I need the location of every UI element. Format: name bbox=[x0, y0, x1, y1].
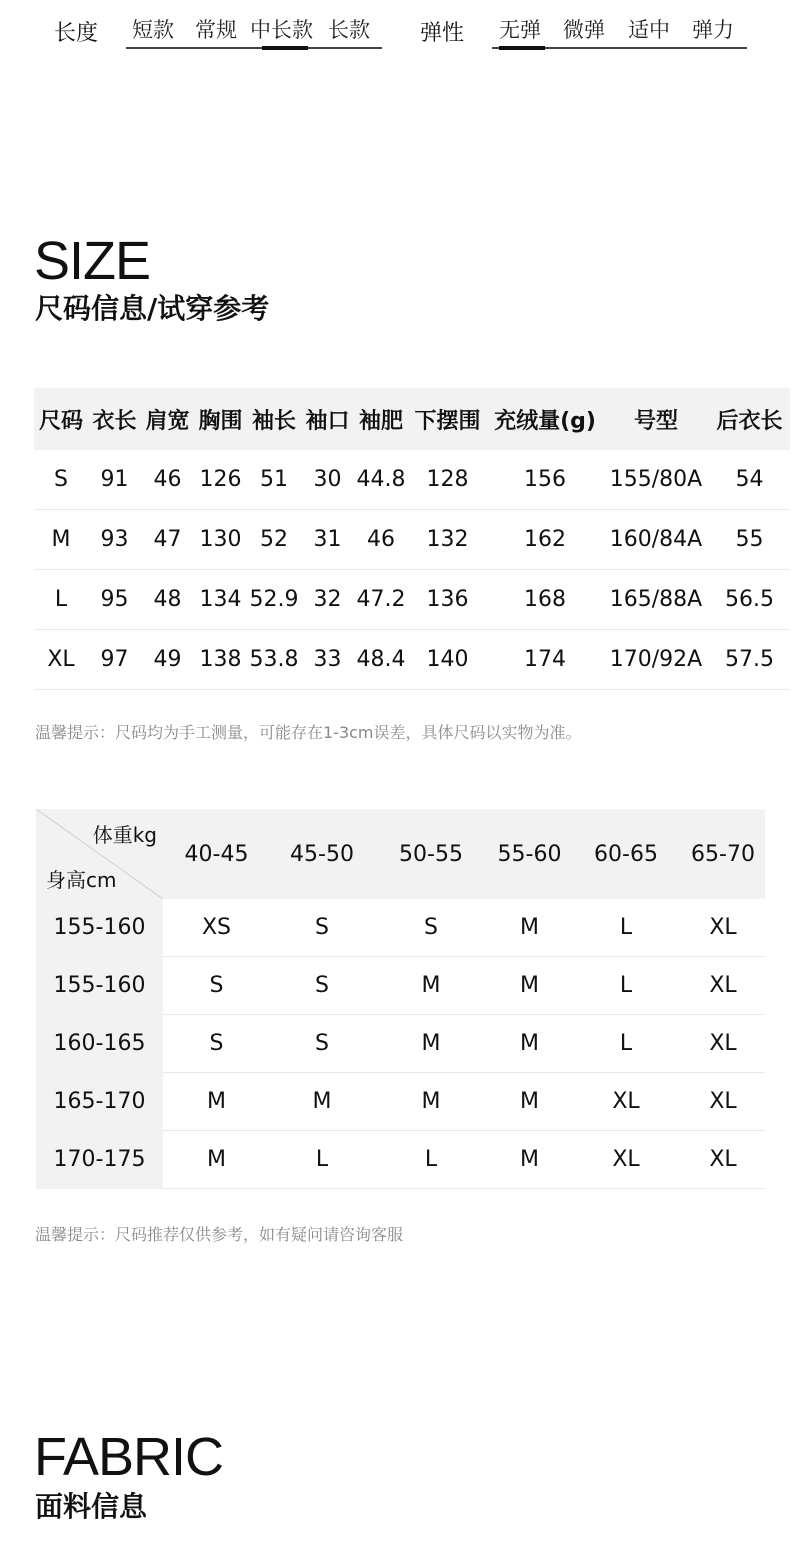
rec-corner-cell bbox=[36, 809, 163, 899]
table-cell: L bbox=[374, 1131, 488, 1189]
size-table bbox=[34, 388, 790, 690]
table-cell: 165/88A bbox=[603, 570, 709, 630]
height-row-header: 160-165 bbox=[36, 1015, 163, 1073]
table-cell: 91 bbox=[88, 450, 141, 510]
weight-col-header: 45-50 bbox=[270, 809, 374, 899]
table-cell: 54 bbox=[709, 450, 790, 510]
table-cell: M bbox=[488, 899, 571, 957]
length-option-long: 长款 bbox=[328, 18, 370, 42]
table-row bbox=[36, 1131, 765, 1189]
table-cell: 52.9 bbox=[247, 570, 301, 630]
table-cell: M bbox=[34, 510, 88, 570]
table-cell: 33 bbox=[301, 630, 354, 690]
table-cell: XL bbox=[681, 957, 765, 1015]
table-cell: L bbox=[270, 1131, 374, 1189]
recommendation-note: 温馨提示：尺码推荐仅供参考，如有疑问请咨询客服 bbox=[35, 1225, 404, 1244]
size-col-header: 充绒量(g) bbox=[487, 388, 603, 450]
table-cell: M bbox=[270, 1073, 374, 1131]
elasticity-option-stretch: 弹力 bbox=[692, 18, 734, 42]
table-cell: XL bbox=[681, 899, 765, 957]
size-title: SIZE bbox=[34, 231, 151, 291]
elasticity-option-none: 无弹 bbox=[499, 18, 541, 42]
height-row-header: 155-160 bbox=[36, 957, 163, 1015]
table-cell: 93 bbox=[88, 510, 141, 570]
elasticity-label: 弹性 bbox=[420, 21, 465, 46]
fabric-title: FABRIC bbox=[34, 1427, 224, 1487]
table-cell: 47 bbox=[141, 510, 194, 570]
table-cell: S bbox=[374, 899, 488, 957]
size-table-header-row bbox=[34, 388, 790, 450]
table-cell: 160/84A bbox=[603, 510, 709, 570]
table-row bbox=[36, 1073, 765, 1131]
table-cell: 174 bbox=[487, 630, 603, 690]
table-cell: M bbox=[163, 1131, 270, 1189]
table-cell: 138 bbox=[194, 630, 247, 690]
table-cell: XL bbox=[681, 1073, 765, 1131]
table-cell: M bbox=[374, 1015, 488, 1073]
table-cell: M bbox=[374, 957, 488, 1015]
table-cell: 170/92A bbox=[603, 630, 709, 690]
table-cell: 132 bbox=[408, 510, 487, 570]
size-col-header: 肩宽 bbox=[141, 388, 194, 450]
table-cell: 128 bbox=[408, 450, 487, 510]
table-cell: M bbox=[488, 1073, 571, 1131]
table-cell: 47.2 bbox=[354, 570, 408, 630]
table-row bbox=[34, 450, 790, 510]
table-cell: 156 bbox=[487, 450, 603, 510]
length-option-mid-long: 中长款 bbox=[250, 18, 313, 42]
fabric-subtitle: 面料信息 bbox=[35, 1490, 148, 1523]
weight-col-header: 50-55 bbox=[374, 809, 488, 899]
table-cell: 32 bbox=[301, 570, 354, 630]
table-cell: S bbox=[163, 1015, 270, 1073]
height-row-header: 170-175 bbox=[36, 1131, 163, 1189]
table-cell: XS bbox=[163, 899, 270, 957]
size-col-header: 尺码 bbox=[34, 388, 88, 450]
table-cell: 30 bbox=[301, 450, 354, 510]
table-cell: S bbox=[163, 957, 270, 1015]
length-scale-line bbox=[126, 47, 382, 49]
table-cell: 52 bbox=[247, 510, 301, 570]
size-col-header: 号型 bbox=[603, 388, 709, 450]
table-cell: L bbox=[34, 570, 88, 630]
table-cell: 53.8 bbox=[247, 630, 301, 690]
table-cell: 95 bbox=[88, 570, 141, 630]
weight-col-header: 60-65 bbox=[571, 809, 681, 899]
table-cell: 46 bbox=[354, 510, 408, 570]
size-recommendation-table bbox=[36, 809, 765, 1189]
table-cell: 46 bbox=[141, 450, 194, 510]
table-cell: XL bbox=[571, 1073, 681, 1131]
size-col-header: 衣长 bbox=[88, 388, 141, 450]
table-row bbox=[36, 957, 765, 1015]
length-label: 长度 bbox=[54, 21, 99, 46]
table-cell: 31 bbox=[301, 510, 354, 570]
weight-col-header: 55-60 bbox=[488, 809, 571, 899]
elasticity-option-slight: 微弹 bbox=[563, 18, 605, 42]
table-cell: M bbox=[488, 957, 571, 1015]
length-selected-marker bbox=[262, 46, 308, 50]
table-cell: XL bbox=[681, 1015, 765, 1073]
table-cell: XL bbox=[681, 1131, 765, 1189]
size-subtitle: 尺码信息/试穿参考 bbox=[35, 292, 270, 325]
table-row bbox=[34, 630, 790, 690]
table-cell: L bbox=[571, 899, 681, 957]
table-cell: 155/80A bbox=[603, 450, 709, 510]
size-col-header: 下摆围 bbox=[408, 388, 487, 450]
size-col-header: 袖口 bbox=[301, 388, 354, 450]
height-axis-label: 身高cm bbox=[46, 868, 117, 892]
table-cell: 130 bbox=[194, 510, 247, 570]
height-row-header: 155-160 bbox=[36, 899, 163, 957]
table-row bbox=[36, 899, 765, 957]
table-cell: M bbox=[488, 1131, 571, 1189]
rec-header-row bbox=[36, 809, 765, 899]
table-cell: 48 bbox=[141, 570, 194, 630]
table-cell: 140 bbox=[408, 630, 487, 690]
table-row bbox=[34, 510, 790, 570]
table-cell: M bbox=[163, 1073, 270, 1131]
size-col-header: 胸围 bbox=[194, 388, 247, 450]
size-note: 温馨提示：尺码均为手工测量，可能存在1-3cm误差，具体尺码以实物为准。 bbox=[35, 723, 582, 742]
table-row bbox=[36, 1015, 765, 1073]
table-cell: 97 bbox=[88, 630, 141, 690]
table-cell: 162 bbox=[487, 510, 603, 570]
elasticity-selected-marker bbox=[499, 46, 545, 50]
table-cell: 51 bbox=[247, 450, 301, 510]
length-option-regular: 常规 bbox=[195, 18, 237, 42]
table-cell: M bbox=[374, 1073, 488, 1131]
table-cell: 49 bbox=[141, 630, 194, 690]
size-col-header: 袖肥 bbox=[354, 388, 408, 450]
length-option-short: 短款 bbox=[132, 18, 174, 42]
table-cell: XL bbox=[34, 630, 88, 690]
size-col-header: 后衣长 bbox=[709, 388, 790, 450]
table-cell: 57.5 bbox=[709, 630, 790, 690]
table-cell: S bbox=[270, 899, 374, 957]
table-cell: 56.5 bbox=[709, 570, 790, 630]
table-cell: S bbox=[270, 1015, 374, 1073]
weight-col-header: 40-45 bbox=[163, 809, 270, 899]
table-row bbox=[34, 570, 790, 630]
table-cell: L bbox=[571, 957, 681, 1015]
table-cell: 168 bbox=[487, 570, 603, 630]
table-cell: 136 bbox=[408, 570, 487, 630]
weight-col-header: 65-70 bbox=[681, 809, 765, 899]
table-cell: S bbox=[270, 957, 374, 1015]
table-cell: 55 bbox=[709, 510, 790, 570]
weight-axis-label: 体重kg bbox=[92, 823, 157, 847]
table-cell: 134 bbox=[194, 570, 247, 630]
size-col-header: 袖长 bbox=[247, 388, 301, 450]
table-cell: 44.8 bbox=[354, 450, 408, 510]
table-cell: M bbox=[488, 1015, 571, 1073]
table-cell: 126 bbox=[194, 450, 247, 510]
table-cell: 48.4 bbox=[354, 630, 408, 690]
height-row-header: 165-170 bbox=[36, 1073, 163, 1131]
table-cell: S bbox=[34, 450, 88, 510]
table-cell: XL bbox=[571, 1131, 681, 1189]
table-cell: L bbox=[571, 1015, 681, 1073]
elasticity-option-moderate: 适中 bbox=[628, 18, 670, 42]
